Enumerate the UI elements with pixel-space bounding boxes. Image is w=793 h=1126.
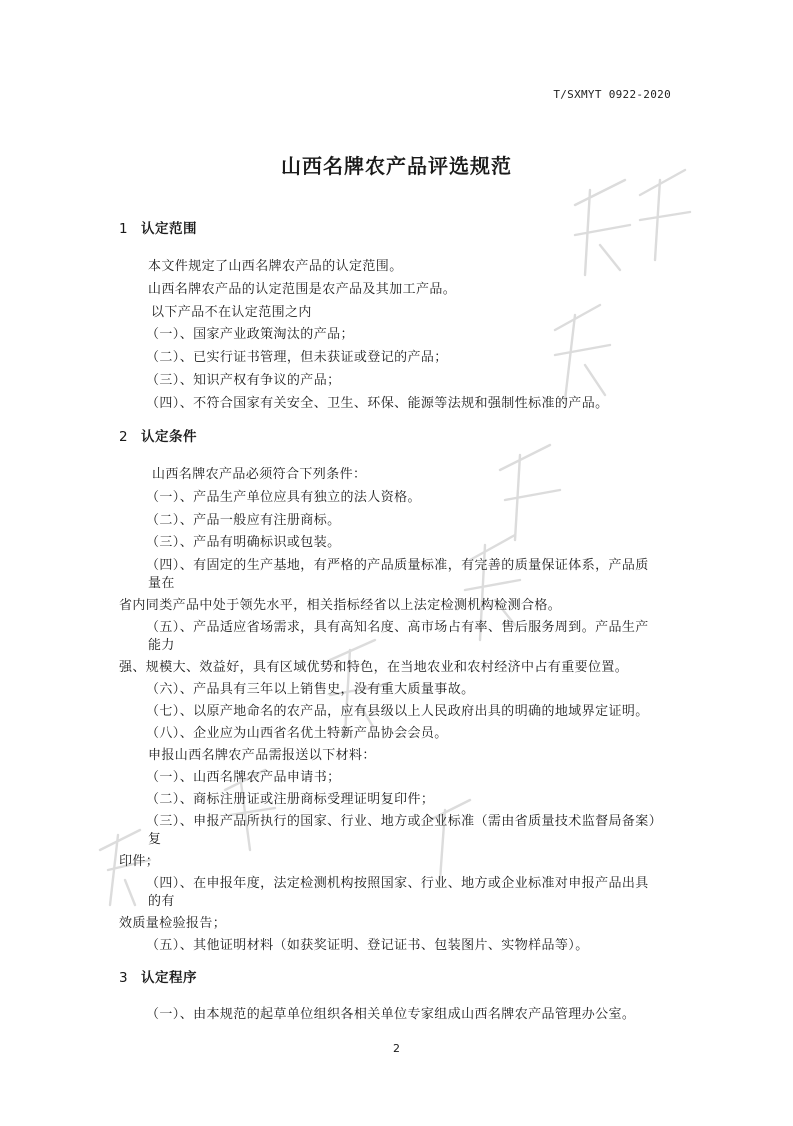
list-item: （四）、不符合国家有关安全、卫生、环保、能源等法规和强制性标准的产品。: [146, 396, 609, 411]
list-item-continued: 复: [148, 832, 162, 847]
section-title: 认定范围: [141, 221, 197, 237]
list-item: （一）、国家产业政策淘汰的产品；: [146, 327, 354, 342]
section-title: 认定程序: [141, 970, 197, 986]
list-item: （一）、由本规范的起草单位组织各相关单位专家组成山西名牌农产品管理办公室。: [146, 1007, 636, 1022]
list-item: （三）、产品有明确标识或包装。: [146, 535, 341, 550]
list-item-continued: 省内同类产品中处于领先水平，相关指标经省以上法定检测机构检测合格。: [119, 598, 562, 613]
section-title: 认定条件: [141, 429, 197, 445]
list-item-continued: 的有: [148, 894, 175, 909]
list-item: （三）、申报产品所执行的国家、行业、地方或企业标准（需由省质量技术监督局备案）: [146, 814, 663, 829]
list-item: （五）、产品适应省场需求，具有高知名度、高市场占有率、售后服务周到。产品生产: [146, 620, 649, 635]
document-title: 山西名牌农产品评选规范: [281, 154, 512, 178]
list-item: （三）、知识产权有争议的产品；: [146, 373, 341, 388]
list-item: （四）、有固定的生产基地，有严格的产品质量标准，有完善的质量保证体系，产品质: [146, 558, 649, 573]
list-item: （八）、企业应为山西省名优土特新产品协会会员。: [146, 726, 448, 741]
page-number: 2: [393, 1042, 400, 1055]
section-heading-3: [119, 966, 197, 986]
paragraph-line: 山西名牌农产品的认定范围是农产品及其加工产品。: [148, 282, 457, 297]
paragraph-line: 山西名牌农产品必须符合下列条件：: [152, 467, 367, 482]
list-item: （七）、以原产地命名的农产品，应有县级以上人民政府出具的明确的地域界定证明。: [146, 704, 649, 719]
list-item: （四）、在申报年度，法定检测机构按照国家、行业、地方或企业标准对申报产品出具: [146, 876, 649, 891]
list-item-continued: 印件；: [119, 854, 160, 869]
paragraph-line: 以下产品不在认定范围之内: [151, 305, 312, 320]
list-item: （一）、山西名牌农产品申请书；: [146, 770, 341, 785]
standard-code: T/SXMYT 0922-2020: [553, 88, 671, 101]
list-item: （五）、其他证明材料（如获奖证明、登记证书、包装图片、实物样品等）。: [146, 938, 589, 953]
section-number: 3: [119, 970, 129, 986]
section-number: 1: [119, 221, 129, 237]
list-item: （六）、产品具有三年以上销售史，没有重大质量事故。: [146, 682, 475, 697]
section-heading-1: [119, 217, 197, 237]
list-item: （一）、产品生产单位应具有独立的法人资格。: [146, 490, 421, 505]
list-item: （二）、商标注册证或注册商标受理证明复印件；: [146, 792, 435, 807]
section-number: 2: [119, 429, 129, 445]
section-heading-2: [119, 425, 197, 445]
paragraph-line: 本文件规定了山西名牌农产品的认定范围。: [148, 259, 403, 274]
list-item: （二）、产品一般应有注册商标。: [146, 513, 341, 528]
list-item-continued: 强、规模大、效益好，具有区域优势和特色，在当地农业和农村经济中占有重要位置。: [119, 660, 629, 675]
paragraph-line: 申报山西名牌农产品需报送以下材料：: [148, 748, 376, 763]
list-item-continued: 效质量检验报告；: [119, 916, 227, 931]
list-item: （二）、已实行证书管理，但未获证或登记的产品；: [146, 350, 448, 365]
list-item-continued: 能力: [148, 638, 175, 653]
list-item-continued: 量在: [148, 576, 175, 591]
